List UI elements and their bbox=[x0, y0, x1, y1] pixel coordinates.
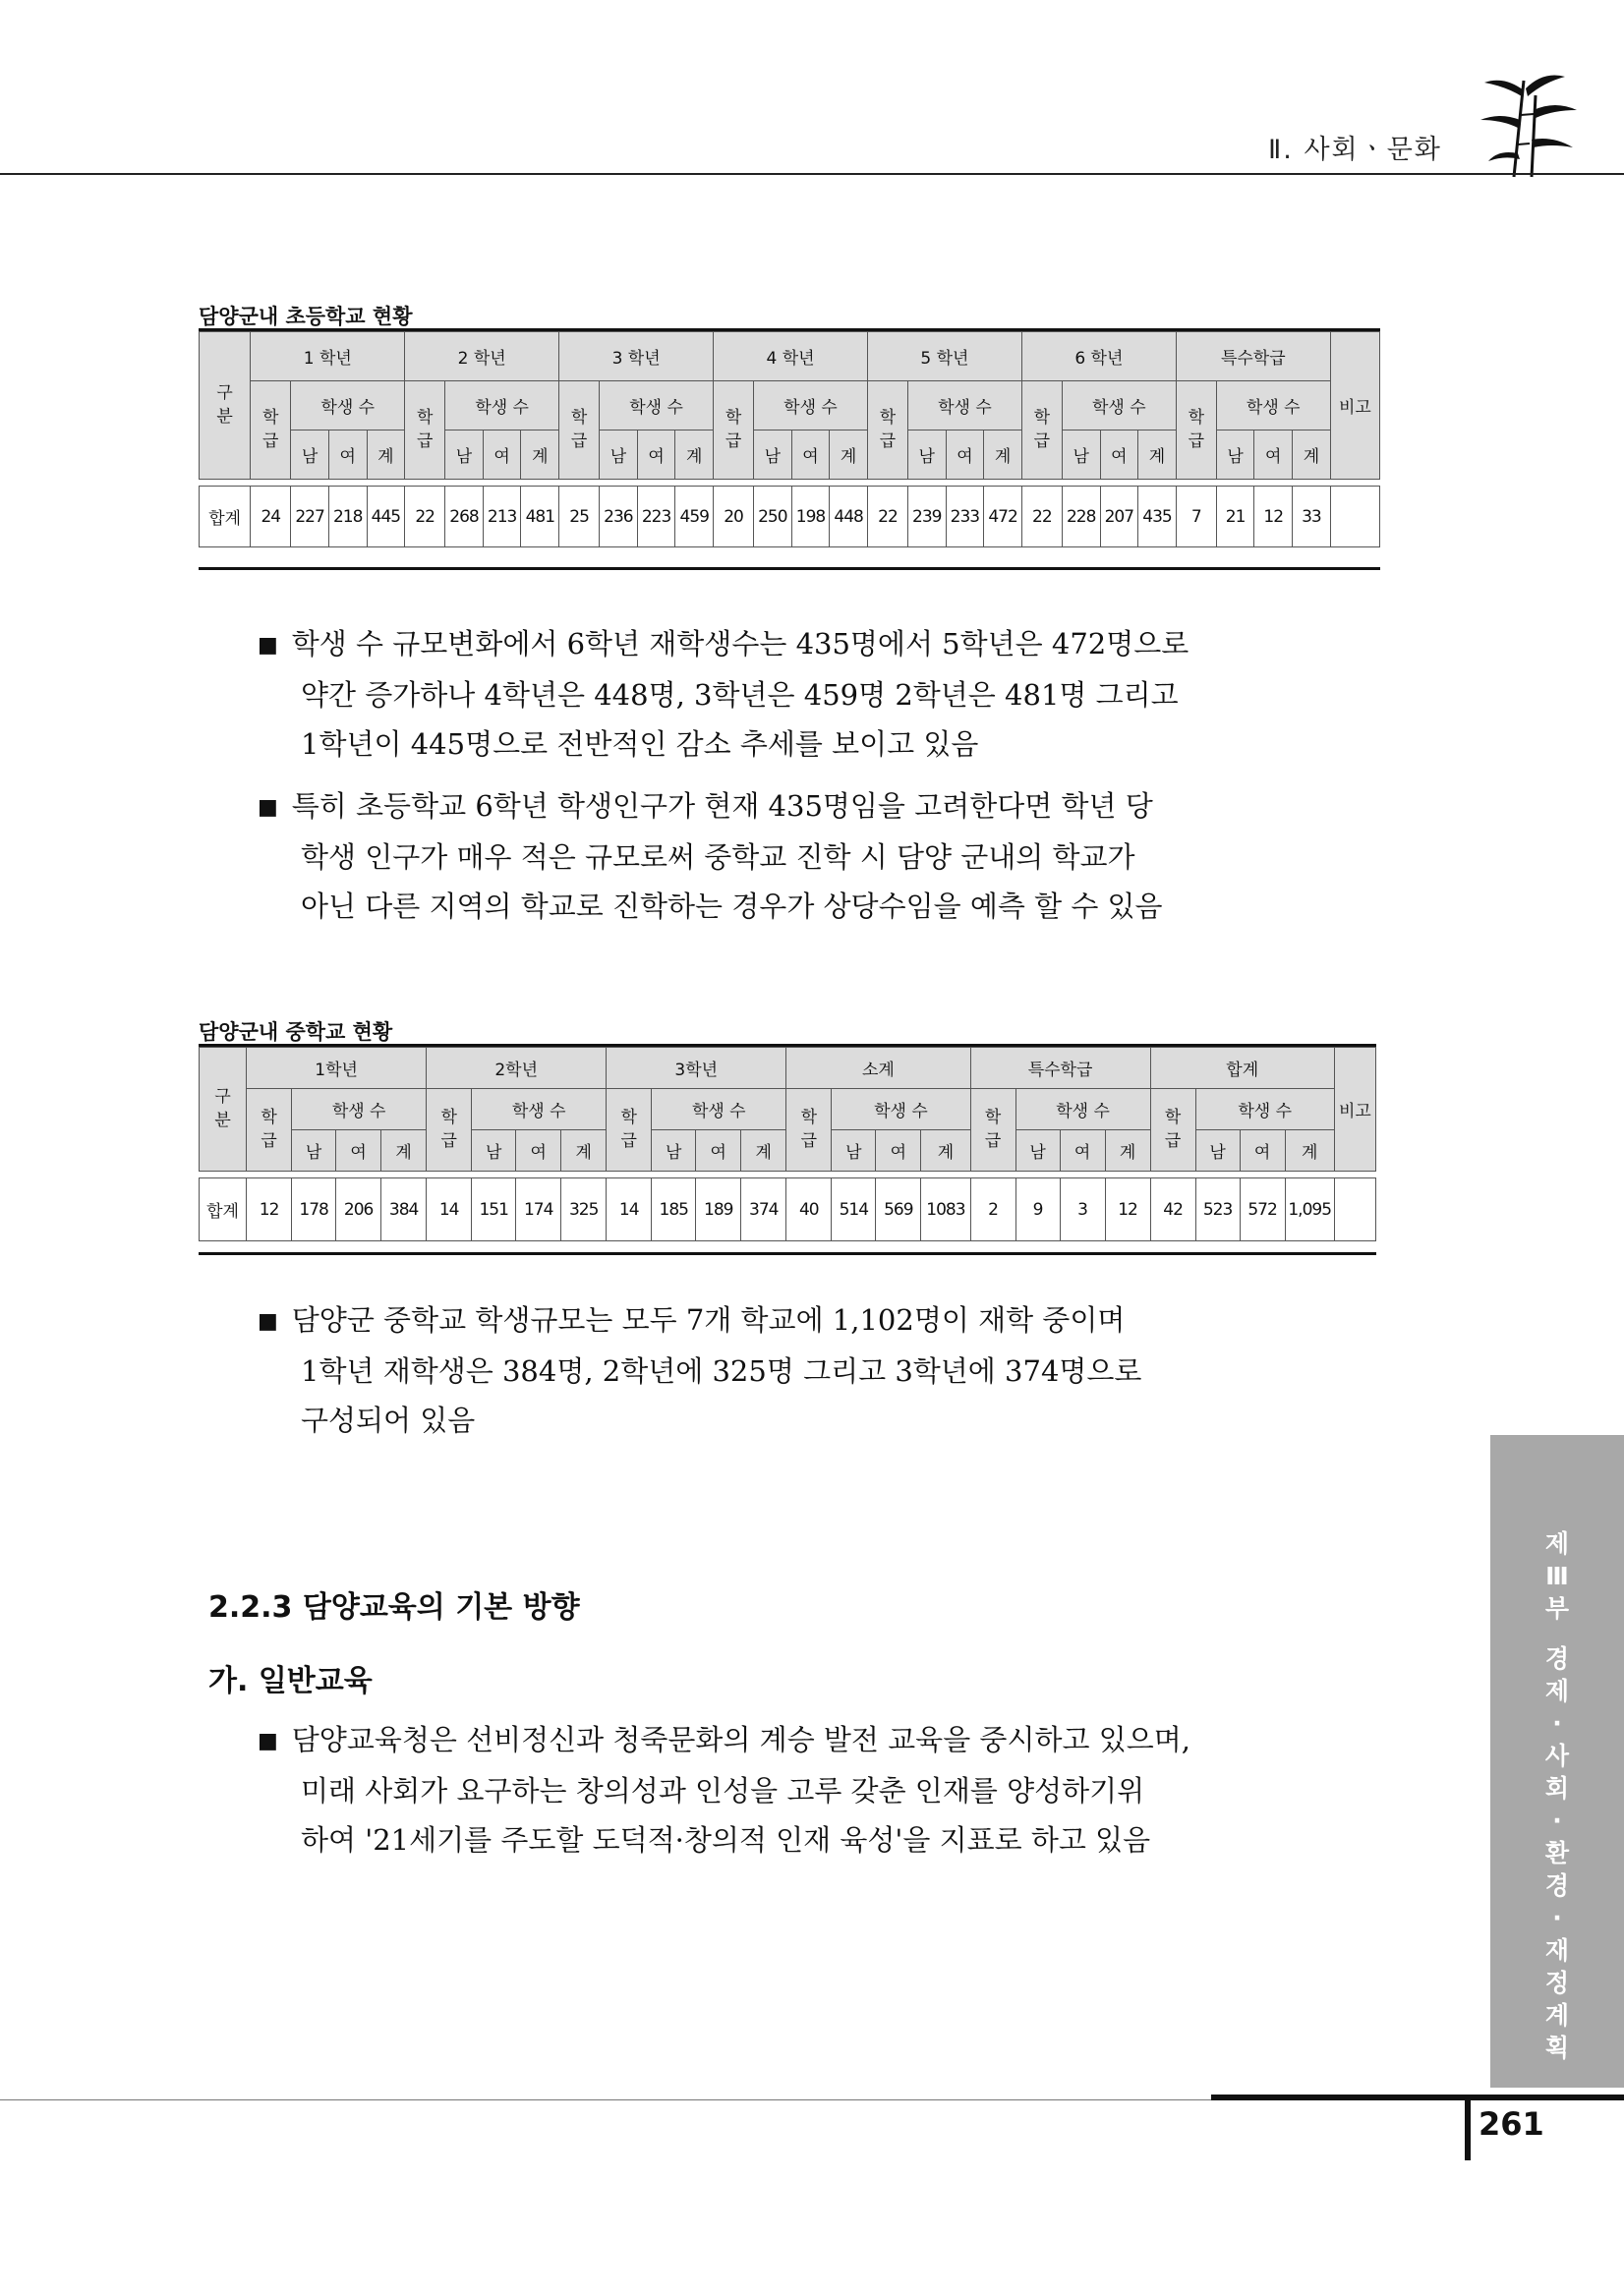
female-header: 여 bbox=[1060, 1130, 1105, 1172]
total-header: 계 bbox=[1285, 1130, 1334, 1172]
class-count-header: 학 급 bbox=[247, 1089, 292, 1172]
table-cell: 2 bbox=[970, 1178, 1015, 1241]
male-header: 남 bbox=[652, 1130, 696, 1172]
table-cell: 9 bbox=[1015, 1178, 1060, 1241]
table-cell: 151 bbox=[472, 1178, 516, 1241]
students-header: 학생 수 bbox=[600, 381, 714, 430]
side-tab-char: · bbox=[1552, 1709, 1562, 1738]
students-header: 학생 수 bbox=[1062, 381, 1176, 430]
paragraph-line: 하여 '21세기를 주도할 도덕적·창의적 인재 육성'을 지표로 하고 있음 bbox=[301, 1823, 1151, 1857]
table-cell: 22 bbox=[867, 487, 907, 547]
female-header: 여 bbox=[946, 430, 984, 480]
female-header: 여 bbox=[483, 430, 521, 480]
paragraph-line: 특히 초등학교 6학년 학생인구가 현재 435명임을 고려한다면 학년 당 bbox=[291, 789, 1153, 823]
class-count-header: 학 급 bbox=[1176, 381, 1216, 480]
table-cell: 12 bbox=[1105, 1178, 1150, 1241]
table-cell: 24 bbox=[251, 487, 291, 547]
students-header: 학생 수 bbox=[291, 381, 405, 430]
class-count-header: 학 급 bbox=[786, 1089, 832, 1172]
side-tab-char: 경 bbox=[1544, 1871, 1570, 1900]
gubun-header: 구 분 bbox=[200, 332, 251, 480]
section-heading: 2.2.3 담양교육의 기본 방향 bbox=[208, 1590, 580, 1625]
section-title: Ⅱ. 사회ㆍ문화 bbox=[1268, 135, 1442, 165]
bullet-paragraph-2 bbox=[258, 781, 1163, 931]
side-tab-char: 회 bbox=[1544, 1774, 1570, 1803]
table-cell: 239 bbox=[907, 487, 946, 547]
table-bottom-rule bbox=[199, 567, 1380, 570]
table-cell: 227 bbox=[291, 487, 329, 547]
class-count-header: 학 급 bbox=[714, 381, 754, 480]
table-cell: 14 bbox=[607, 1178, 652, 1241]
total-header: 계 bbox=[741, 1130, 786, 1172]
table-cell: 12 bbox=[247, 1178, 292, 1241]
table-cell: 250 bbox=[754, 487, 792, 547]
class-count-header: 학 급 bbox=[427, 1089, 472, 1172]
total-header: 계 bbox=[1138, 430, 1177, 480]
students-header: 학생 수 bbox=[754, 381, 868, 430]
class-count-header: 학 급 bbox=[251, 381, 291, 480]
grade-header: 특수학급 bbox=[1176, 332, 1330, 381]
table-cell: 178 bbox=[292, 1178, 336, 1241]
female-header: 여 bbox=[336, 1130, 381, 1172]
row-label-total: 합계 bbox=[200, 487, 251, 547]
bullet-paragraph-4 bbox=[258, 1715, 1190, 1865]
total-header: 계 bbox=[830, 430, 868, 480]
middle-table-caption: 담양군내 중학교 현황 bbox=[199, 1020, 393, 1044]
table-cell: 236 bbox=[600, 487, 638, 547]
students-header: 학생 수 bbox=[445, 381, 559, 430]
table-cell: 20 bbox=[714, 487, 754, 547]
paragraph-line: 미래 사회가 요구하는 창의성과 인성을 고루 갖춘 인재를 양성하기위 bbox=[301, 1774, 1145, 1808]
table-cell: 374 bbox=[741, 1178, 786, 1241]
table-cell: 22 bbox=[405, 487, 445, 547]
grade-header: 1 학년 bbox=[251, 332, 405, 381]
male-header: 남 bbox=[291, 430, 329, 480]
table-cell: 448 bbox=[830, 487, 868, 547]
table-cell: 1083 bbox=[921, 1178, 970, 1241]
page-number: 261 bbox=[1479, 2105, 1544, 2143]
total-header: 계 bbox=[675, 430, 714, 480]
students-header: 학생 수 bbox=[1216, 381, 1330, 430]
row-label-total: 합계 bbox=[200, 1178, 247, 1241]
female-header: 여 bbox=[328, 430, 367, 480]
table-cell: 42 bbox=[1150, 1178, 1195, 1241]
female-header: 여 bbox=[876, 1130, 921, 1172]
table-cell: 445 bbox=[367, 487, 405, 547]
students-header: 학생 수 bbox=[472, 1089, 607, 1130]
paragraph-line: 학생 인구가 매우 적은 규모로써 중학교 진학 시 담양 군내의 학교가 bbox=[301, 840, 1135, 874]
paragraph-line: 담양군 중학교 학생규모는 모두 7개 학교에 1,102명이 재학 중이며 bbox=[291, 1303, 1126, 1337]
table-cell: 40 bbox=[786, 1178, 832, 1241]
bullet-square-icon: ■ bbox=[258, 1729, 278, 1753]
paragraph-line: 약간 증가하나 4학년은 448명, 3학년은 459명 2학년은 481명 그리고 bbox=[301, 678, 1179, 712]
class-count-header: 학 급 bbox=[1021, 381, 1062, 480]
students-header: 학생 수 bbox=[652, 1089, 786, 1130]
bullet-square-icon: ■ bbox=[258, 795, 278, 820]
class-count-header: 학 급 bbox=[1150, 1089, 1195, 1172]
remarks-header: 비고 bbox=[1330, 332, 1379, 480]
gubun-header: 구 분 bbox=[200, 1048, 247, 1172]
table-cell: 514 bbox=[832, 1178, 876, 1241]
grade-header: 5 학년 bbox=[867, 332, 1021, 381]
side-tab-char: 부 bbox=[1544, 1594, 1570, 1623]
grade-header: 2 학년 bbox=[405, 332, 559, 381]
chapter-side-tab-text bbox=[1490, 1527, 1624, 2064]
bullet-paragraph-3 bbox=[258, 1295, 1141, 1445]
subtotal-header: 소계 bbox=[786, 1048, 970, 1089]
table-cell: 21 bbox=[1216, 487, 1254, 547]
male-header: 남 bbox=[472, 1130, 516, 1172]
table-cell: 206 bbox=[336, 1178, 381, 1241]
total-header: 계 bbox=[521, 430, 559, 480]
chapter-side-tab bbox=[1490, 1435, 1624, 2088]
table-cell: 25 bbox=[559, 487, 600, 547]
grade-header: 3학년 bbox=[607, 1048, 786, 1089]
total-header: 계 bbox=[367, 430, 405, 480]
table-cell: 14 bbox=[427, 1178, 472, 1241]
male-header: 남 bbox=[600, 430, 638, 480]
female-header: 여 bbox=[1254, 430, 1293, 480]
male-header: 남 bbox=[1015, 1130, 1060, 1172]
female-header: 여 bbox=[516, 1130, 561, 1172]
table-cell: 523 bbox=[1195, 1178, 1240, 1241]
table-cell: 3 bbox=[1060, 1178, 1105, 1241]
table-cell: 435 bbox=[1138, 487, 1177, 547]
table-cell: 12 bbox=[1254, 487, 1293, 547]
male-header: 남 bbox=[1195, 1130, 1240, 1172]
page-number-bar bbox=[1465, 2099, 1471, 2160]
subsection-heading: 가. 일반교육 bbox=[208, 1664, 373, 1698]
table-cell: 472 bbox=[984, 487, 1022, 547]
side-tab-char: 경 bbox=[1544, 1644, 1570, 1673]
footer-thick-rule bbox=[1211, 2095, 1624, 2100]
table-cell: 33 bbox=[1293, 487, 1331, 547]
grade-header: 1학년 bbox=[247, 1048, 427, 1089]
students-header: 학생 수 bbox=[832, 1089, 970, 1130]
side-tab-char: 제 bbox=[1544, 1677, 1570, 1705]
side-tab-char: 사 bbox=[1544, 1742, 1570, 1770]
table-cell-remarks bbox=[1334, 1178, 1375, 1241]
table-cell: 268 bbox=[445, 487, 484, 547]
side-tab-char: 획 bbox=[1544, 2034, 1570, 2062]
class-count-header: 학 급 bbox=[559, 381, 600, 480]
total-header: 계 bbox=[1293, 430, 1331, 480]
students-header: 학생 수 bbox=[1015, 1089, 1150, 1130]
male-header: 남 bbox=[1062, 430, 1100, 480]
table-cell: 223 bbox=[637, 487, 675, 547]
male-header: 남 bbox=[445, 430, 484, 480]
side-tab-char: 정 bbox=[1544, 1969, 1570, 1997]
grade-header: 6 학년 bbox=[1021, 332, 1176, 381]
paragraph-line: 1학년 재학생은 384명, 2학년에 325명 그리고 3학년에 374명으로 bbox=[301, 1354, 1142, 1388]
table-cell: 198 bbox=[791, 487, 830, 547]
total-header: 계 bbox=[561, 1130, 607, 1172]
total-header: 계 bbox=[381, 1130, 427, 1172]
class-count-header: 학 급 bbox=[607, 1089, 652, 1172]
male-header: 남 bbox=[907, 430, 946, 480]
side-tab-char: 계 bbox=[1544, 2001, 1570, 2030]
class-count-header: 학 급 bbox=[970, 1089, 1015, 1172]
table-cell: 218 bbox=[328, 487, 367, 547]
table-cell: 7 bbox=[1176, 487, 1216, 547]
table-cell-remarks bbox=[1330, 487, 1379, 547]
paragraph-line: 아닌 다른 지역의 학교로 진학하는 경우가 상당수임을 예측 할 수 있음 bbox=[301, 890, 1163, 923]
table-cell: 569 bbox=[876, 1178, 921, 1241]
elementary-school-table bbox=[199, 331, 1380, 547]
table-cell: 228 bbox=[1062, 487, 1100, 547]
bullet-paragraph-1 bbox=[258, 619, 1189, 769]
remarks-header: 비고 bbox=[1334, 1048, 1375, 1172]
female-header: 여 bbox=[1100, 430, 1138, 480]
table-cell: 572 bbox=[1240, 1178, 1285, 1241]
grade-header: 4 학년 bbox=[714, 332, 868, 381]
paragraph-line: 구성되어 있음 bbox=[301, 1404, 476, 1437]
bullet-square-icon: ■ bbox=[258, 1309, 278, 1334]
paragraph-line: 1학년이 445명으로 전반적인 감소 추세를 보이고 있음 bbox=[301, 727, 979, 761]
side-tab-char: Ⅲ bbox=[1545, 1562, 1569, 1590]
bullet-square-icon: ■ bbox=[258, 633, 278, 658]
female-header: 여 bbox=[637, 430, 675, 480]
students-header: 학생 수 bbox=[292, 1089, 427, 1130]
female-header: 여 bbox=[696, 1130, 741, 1172]
male-header: 남 bbox=[832, 1130, 876, 1172]
students-header: 학생 수 bbox=[1195, 1089, 1334, 1130]
side-tab-char: 제 bbox=[1544, 1529, 1570, 1558]
female-header: 여 bbox=[1240, 1130, 1285, 1172]
table-cell: 1,095 bbox=[1285, 1178, 1334, 1241]
header-rule bbox=[0, 173, 1624, 175]
table-cell: 384 bbox=[381, 1178, 427, 1241]
table-cell: 185 bbox=[652, 1178, 696, 1241]
class-count-header: 학 급 bbox=[405, 381, 445, 480]
male-header: 남 bbox=[754, 430, 792, 480]
table-bottom-rule bbox=[199, 1252, 1376, 1255]
male-header: 남 bbox=[1216, 430, 1254, 480]
table-cell: 459 bbox=[675, 487, 714, 547]
class-count-header: 학 급 bbox=[867, 381, 907, 480]
table-cell: 22 bbox=[1021, 487, 1062, 547]
grade-header: 3 학년 bbox=[559, 332, 714, 381]
side-tab-char: · bbox=[1552, 1904, 1562, 1932]
special-class-header: 특수학급 bbox=[970, 1048, 1150, 1089]
side-tab-char: 환 bbox=[1544, 1839, 1570, 1867]
female-header: 여 bbox=[791, 430, 830, 480]
table-cell: 213 bbox=[483, 487, 521, 547]
total-header: 계 bbox=[921, 1130, 970, 1172]
table-cell: 189 bbox=[696, 1178, 741, 1241]
total-header: 계 bbox=[1105, 1130, 1150, 1172]
table-cell: 325 bbox=[561, 1178, 607, 1241]
table-cell: 174 bbox=[516, 1178, 561, 1241]
side-tab-char: 재 bbox=[1544, 1936, 1570, 1965]
students-header: 학생 수 bbox=[907, 381, 1021, 430]
table-cell: 207 bbox=[1100, 487, 1138, 547]
table-cell: 481 bbox=[521, 487, 559, 547]
elementary-table-caption: 담양군내 초등학교 현황 bbox=[199, 305, 413, 328]
side-tab-char bbox=[1490, 1625, 1624, 1642]
grade-header: 2학년 bbox=[427, 1048, 607, 1089]
side-tab-char: · bbox=[1552, 1807, 1562, 1835]
bamboo-logo-icon bbox=[1475, 71, 1583, 179]
paragraph-line: 학생 수 규모변화에서 6학년 재학생수는 435명에서 5학년은 472명으로 bbox=[291, 627, 1189, 660]
middle-school-table bbox=[199, 1047, 1376, 1241]
male-header: 남 bbox=[292, 1130, 336, 1172]
total-header: 계 bbox=[984, 430, 1022, 480]
table-cell: 233 bbox=[946, 487, 984, 547]
sum-header: 합계 bbox=[1150, 1048, 1334, 1089]
paragraph-line: 담양교육청은 선비정신과 청죽문화의 계승 발전 교육을 중시하고 있으며, bbox=[291, 1723, 1190, 1756]
